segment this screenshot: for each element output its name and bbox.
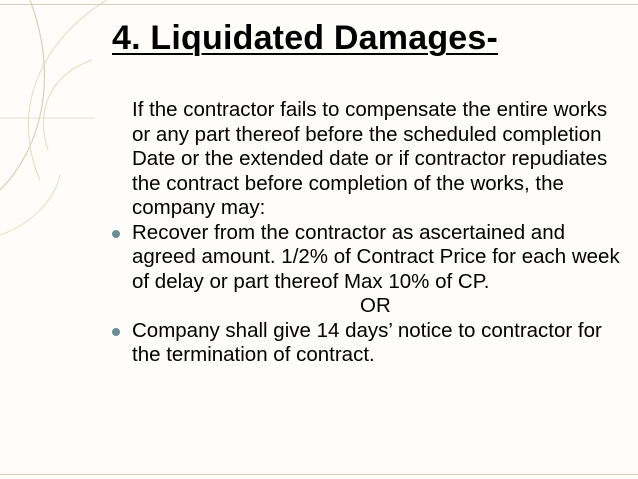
- bottom-rule-line: [0, 474, 638, 475]
- top-rule-line: [0, 4, 638, 5]
- bullet-text: Recover from the contractor as ascertained and agreed amount. 1/2% of Contract Price for each week of delay or part thereof Max 10% of CP.: [132, 220, 620, 293]
- bullet-item-notice: [112, 319, 624, 368]
- slide-body: [112, 98, 624, 368]
- decorative-arc-lines: [0, 0, 130, 479]
- slide-title: 4. Liquidated Damages-: [112, 19, 499, 57]
- bullet-text: Company shall give 14 days’ notice to contractor for the termination of contract.: [132, 318, 602, 366]
- bullet-dot-icon: [112, 328, 120, 336]
- bullet-dot-icon: [112, 230, 120, 238]
- intro-paragraph: If the contractor fails to compensate the entire works or any part thereof before the scheduled completion Date or the extended date or if contractor repudiates the contract before completion of the works, the company may:: [132, 98, 608, 219]
- bullet-item-recover: [112, 221, 624, 295]
- or-separator: OR: [360, 294, 391, 317]
